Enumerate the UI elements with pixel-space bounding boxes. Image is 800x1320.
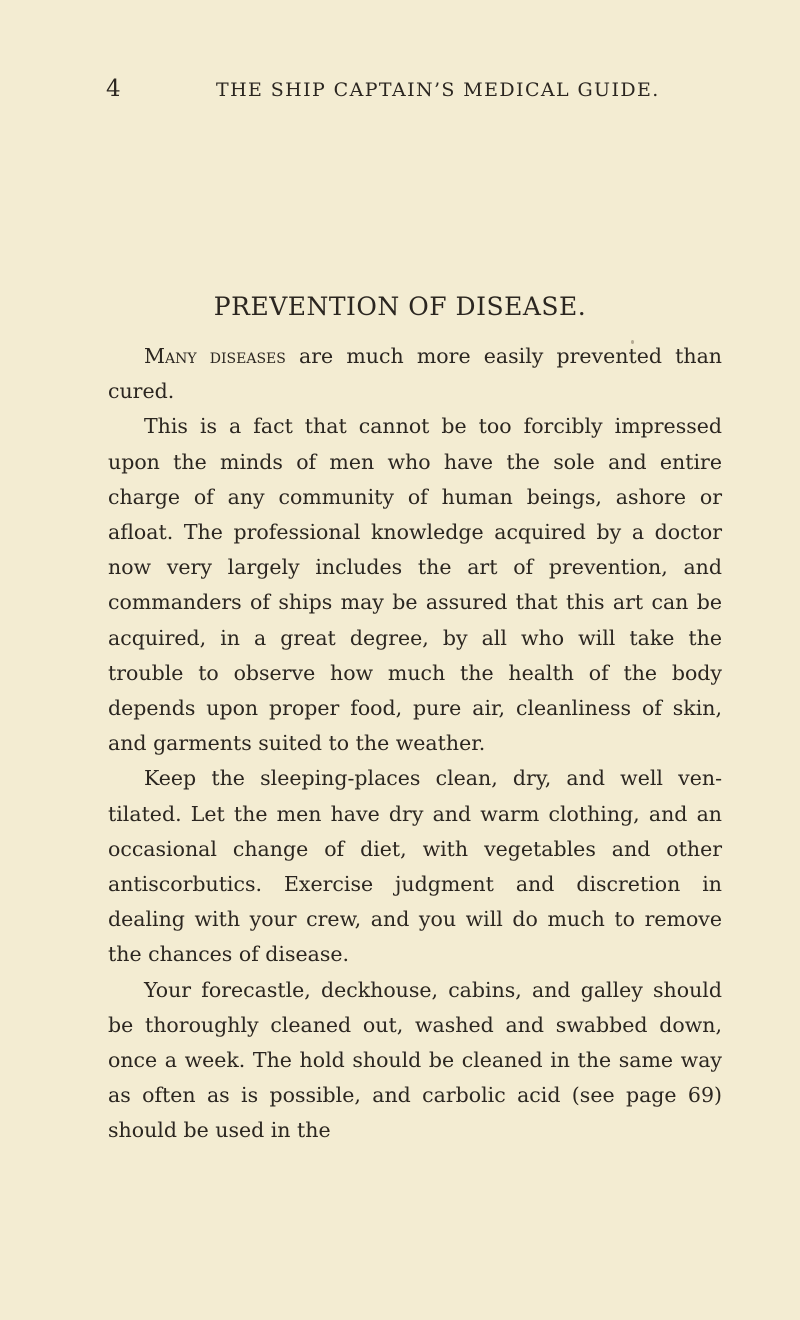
paragraph-1 <box>108 339 722 409</box>
page-number: 4 <box>106 76 121 102</box>
running-title: THE SHIP CAPTAIN’S MEDICAL GUIDE. <box>216 79 660 101</box>
paragraph-2: This is a fact that cannot be too forcibly impressed upon the minds of men who have the sole and entire charge of any community of human beings, ashore or afloat. The professional knowledge acquired by a doctor now very largely includes the art of prevention, and commanders of ships may be assured that this art can be acquired, in a great degree, by all who will take the trouble to observe how much the health of the body depends upon proper food, pure air, cleanliness of skin, and garments suited to the weather. <box>108 414 722 756</box>
page-header <box>0 76 800 106</box>
paragraph-1-text: are much more easily prevented than cured. <box>108 344 723 404</box>
paragraph-4: Your forecastle, deckhouse, cabins, and galley should be thoroughly cleaned out, washed and swabbed down, once a week. The hold should be cleaned in the same way as often as is possible, and carbolic acid (see page 69) should be used in the <box>108 977 722 1143</box>
body-text <box>108 339 722 1149</box>
section-title: PREVENTION OF DISEASE. <box>213 292 587 321</box>
paragraph-3: Keep the sleeping-places clean, dry, and well ventilated. Let the men have dry and warm clothing, and an occasional change of diet, with vegetables and other antiscorbutics. Exercise judgment and discretion in dealing with your crew, and you will do much to remove the chances of disease. <box>108 766 722 967</box>
lead-in-small-caps: Many diseases <box>144 344 286 368</box>
